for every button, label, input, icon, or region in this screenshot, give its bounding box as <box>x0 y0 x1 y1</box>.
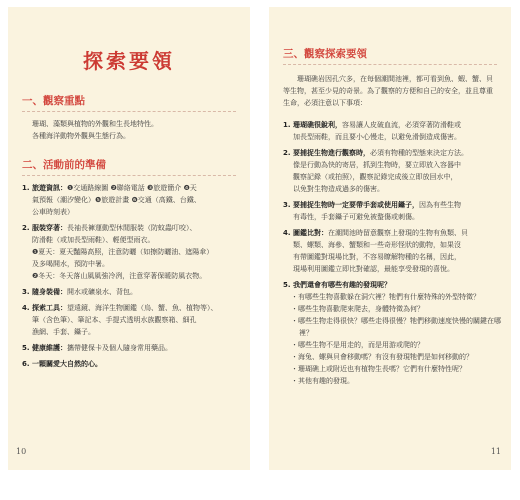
prep-item-text: 公車時刻表） <box>32 208 74 216</box>
question-item: ・哪些生物走得很快？哪些走得很慢？牠們移動速度快慢的關鍵在哪裡？ <box>291 317 501 337</box>
rule-item-text: 有帶圖鑑對現場比對，不容易瞭解物種的名稱，因此， <box>293 253 461 261</box>
prep-item-text: 筆（含色筆）、筆記本、手提式透明水族觀察箱、細孔 <box>32 316 197 324</box>
section-heading-preparation: 二、活動前的準備 <box>22 159 106 171</box>
section-heading-exploration: 三、觀察探索要領 <box>283 48 367 60</box>
rule-item-text: 必須有物種的型態來決定方法。 <box>369 149 468 157</box>
question-item: ・其他有趣的發現。 <box>291 377 354 385</box>
prep-item-text: 長袖長褲運動型休閒服裝（防蚊蟲叮咬）、 <box>66 224 197 232</box>
prep-item-text: ❶交通路線圖 ❷聯絡電話 ❸旅遊簡介 ❹天 <box>66 184 197 192</box>
observation-line-2: 各種海洋動物外觀與生態行為。 <box>32 132 130 140</box>
page-number: 10 <box>16 447 27 456</box>
rule-item-4 <box>283 227 501 239</box>
right-page <box>269 7 511 470</box>
prep-item-lead: 6. 一顆關愛大自然的心。 <box>22 360 102 368</box>
prep-item-text: 開水或礦泉水、背包。 <box>66 288 137 296</box>
rule-item-lead: 2. 要捕捉生物進行觀察時， <box>283 149 370 157</box>
section-heading-observation: 一、觀察重點 <box>22 95 85 107</box>
prep-item-lead: 4. 探索工具： <box>22 304 67 312</box>
prep-item-2 <box>22 222 240 234</box>
rule-item-text: 加長型雨鞋，而且要小心慢走，以避免滑倒造成傷害。 <box>293 133 461 141</box>
prep-item-lead: 2. 服裝穿著： <box>22 224 67 232</box>
intro-paragraph: 珊瑚礁岩因孔穴多，在每個潮間池裡，都可看到魚、蝦、蟹、貝等生物，甚至少見的奇景。為了觀察的方便和自己的安全，並且尊重生命，必須注意以下事項： <box>283 75 493 107</box>
rule-item-lead: 1. 珊瑚礁很銳利， <box>283 121 342 129</box>
section-divider <box>22 175 236 176</box>
question-item: ・哪些生物喜歡爬來爬去，身體特徵為何？ <box>291 305 424 313</box>
section-divider <box>22 111 236 112</box>
prep-item-lead: 5. 健康維護： <box>22 344 67 352</box>
prep-item-3 <box>22 286 240 298</box>
prep-item-text: 防滑鞋（或加長型雨鞋）、輕便型雨衣。 <box>32 236 155 244</box>
prep-item-1 <box>22 182 240 194</box>
rule-item-text: 像是行動為快的寄居，抓到生物時，要立即放入容器中 <box>293 161 461 169</box>
rule-item-text: 容易讓人皮破血流，必須穿著防滑鞋或 <box>341 121 461 129</box>
rule-item-text: 類、螺類、海參、蟹類和一些奇形怪狀的動物，如果沒 <box>293 241 461 249</box>
observation-line-1: 珊瑚、藻類與植物的外觀和生長地特性。 <box>32 120 158 128</box>
section-divider <box>283 64 497 65</box>
prep-item-text: ❷冬天：冬天落山風風強冷冽，注意穿著保暖防風衣物。 <box>32 272 207 280</box>
rule-item-text: 現場利用圖鑑立即比對確認，最能享受發現的喜悅。 <box>293 265 454 273</box>
prep-item-6 <box>22 358 240 370</box>
rule-item-text: 在潮間池時留意觀察上發現的生物有魚類、貝 <box>327 229 468 237</box>
left-page <box>8 7 250 470</box>
rule-item-lead: 5. 我們還會有哪些有趣的發現呢？ <box>283 281 391 289</box>
rule-item-text: 有毒性，手套鑷子可避免被螯傷或刺傷。 <box>293 213 419 221</box>
question-item: ・有哪些生物喜歡躲在洞穴裡？牠們有什麼特殊的外型特徵？ <box>291 293 480 301</box>
rule-item-text: 以免對生物造成過多的傷害。 <box>293 185 384 193</box>
prep-item-lead: 3. 隨身裝備： <box>22 288 67 296</box>
rule-item-5 <box>283 279 501 291</box>
rule-item-lead: 4. 圖鑑比對： <box>283 229 328 237</box>
prep-item-text: ❶夏天：夏天豔陽高照，注意防曬（如擦防曬油、遮陽傘） <box>32 248 214 256</box>
prep-item-5 <box>22 342 240 354</box>
prep-item-text: 氣預報（潮汐變化）❺旅遊計畫 ❻交通（高鐵、台鐵、 <box>32 196 201 204</box>
page-title: 探索要領 <box>83 49 175 73</box>
rule-item-1 <box>283 119 501 131</box>
prep-item-text: 望遠鏡、海洋生物圖鑑（烏、蟹、魚、植物等）、 <box>66 304 218 312</box>
question-item: ・珊瑚礁上或附近也有植物生長嗎？它們有什麼特性呢？ <box>291 365 466 373</box>
rule-item-3 <box>283 199 501 211</box>
page-number: 11 <box>490 447 501 456</box>
prep-item-lead: 1. 旅遊資訊： <box>22 184 67 192</box>
rule-item-text: 觀察記錄（或拍照），觀察記錄完成後立即放回水中， <box>293 173 458 181</box>
rule-item-text: 因為有些生物 <box>418 201 461 209</box>
prep-item-text: 攜帶健保卡及個人隨身常用藥品。 <box>66 344 172 352</box>
question-item: ・哪些生物不是用走的，而是用游或爬的？ <box>291 341 424 349</box>
rule-item-2 <box>283 147 501 159</box>
prep-item-text: 漁網、手套、鑷子。 <box>32 328 95 336</box>
question-item: ・海兔、螺與貝會移動嗎？有沒有發現牠們是如何移動的？ <box>291 353 473 361</box>
rule-item-lead: 3. 要捕捉生物時一定要帶手套或使用鑷子， <box>283 201 419 209</box>
prep-item-4 <box>22 302 240 314</box>
prep-item-text: 及多喝開水，預防中暑。 <box>32 260 109 268</box>
